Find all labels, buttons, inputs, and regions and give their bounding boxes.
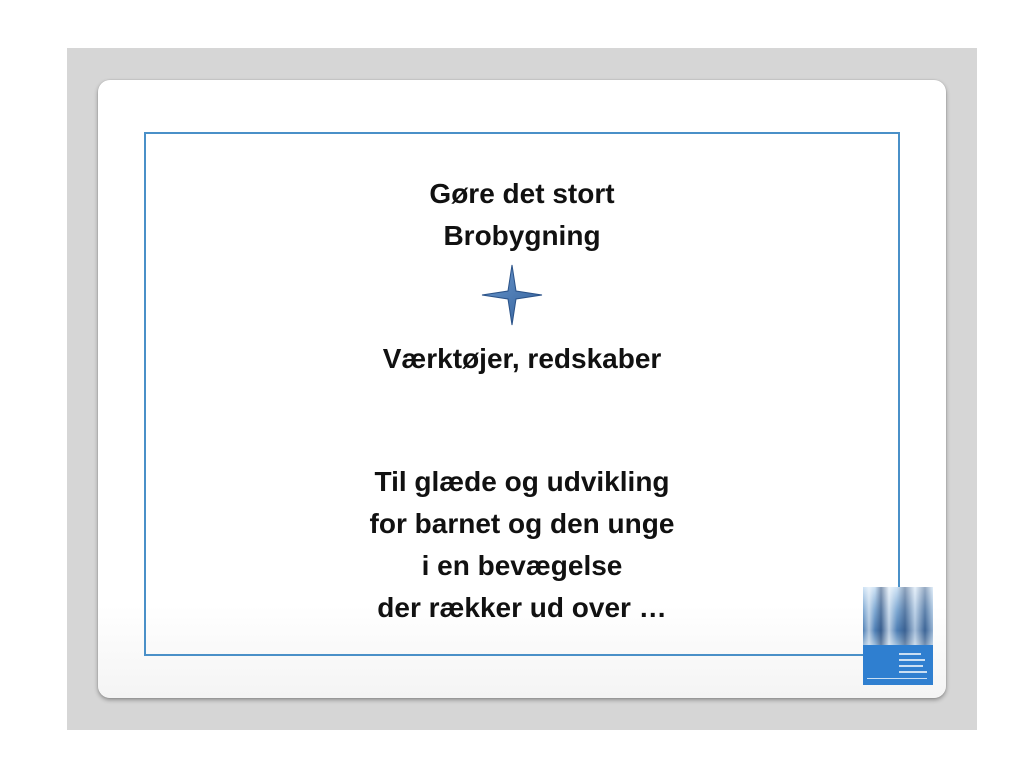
closing-block: [144, 461, 900, 629]
closing-line-2: for barnet og den unge: [369, 508, 675, 539]
logo-photo: [863, 587, 933, 645]
four-point-star-icon: [480, 263, 544, 327]
logo-thumbnail: [863, 587, 933, 685]
heading-line-2: Brobygning: [443, 220, 601, 251]
tools-line: Værktøjer, redskaber: [382, 343, 662, 374]
closing-line-1: Til glæde og udvikling: [374, 466, 670, 497]
closing-line-4: der rækker ud over …: [377, 592, 667, 623]
tools-block: [144, 338, 900, 380]
heading-line-1: Gøre det stort: [429, 178, 615, 209]
heading-block: [144, 173, 900, 257]
closing-line-3: i en bevægelse: [421, 550, 623, 581]
logo-band: [863, 645, 933, 685]
